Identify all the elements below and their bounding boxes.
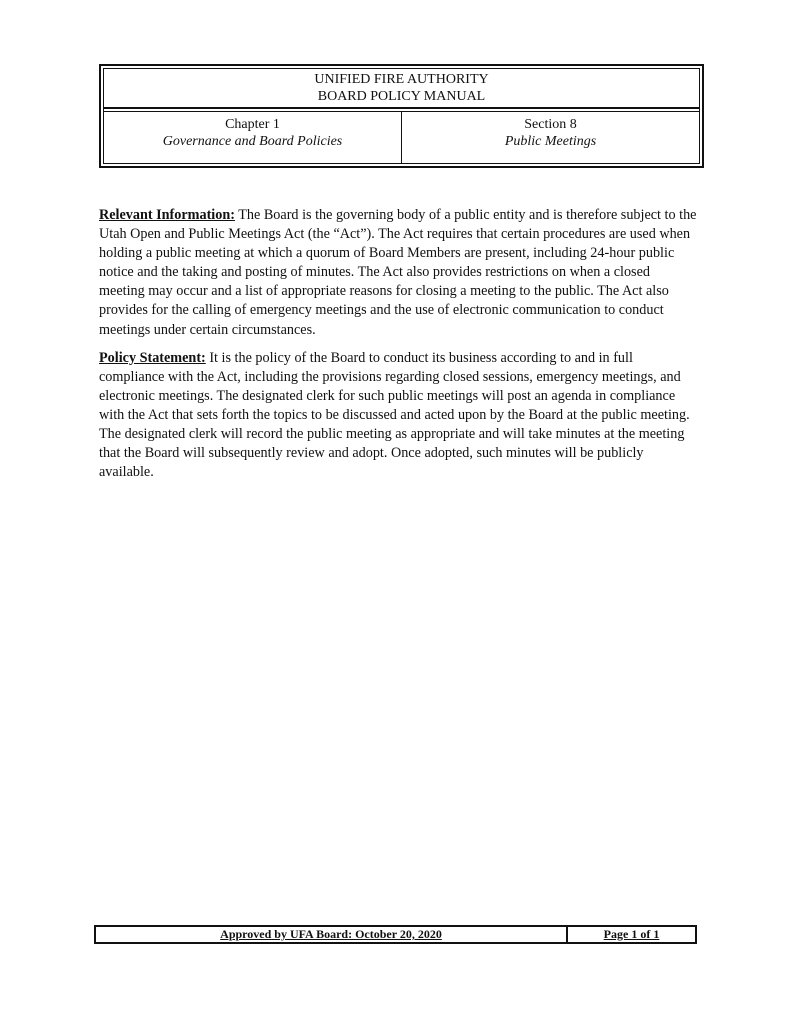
section-label: Section 8 [524,117,577,132]
chapter-label: Chapter 1 [225,117,280,132]
section-title: Public Meetings [504,134,597,149]
policy-statement-heading: Policy Statement: [99,349,206,366]
section-cell [402,112,699,163]
policy-statement-paragraph [99,349,699,483]
header-box [99,64,704,168]
relevant-information-heading: Relevant Information: [99,207,235,223]
relevant-information-text: The Board is the governing body of a public entity and is therefore subject to the Utah Open and Public Meetings Act (the “Act”). The Act requires that certain procedures are used when holding a public meeting at which a quorum of Board Members are present, including 24-hour public notice and the taking and posting of minutes. The Act also provides restrictions on when a closed meeting may occur and a list of appropriate reasons for closing a meeting to the public. The Act also provides for the calling of emergency meetings and the use of electronic communication to conduct meetings under certain circumstances. [99,207,697,338]
header-inner [103,68,700,164]
chapter-section-row [104,111,699,163]
footer-page-cell [568,927,695,942]
footer-approved-cell [96,927,568,942]
approval-date: Approved by UFA Board: October 20, 2020 [220,927,442,941]
policy-statement-text: It is the policy of the Board to conduct its business according to and in full compliance with the Act, including the provisions regarding closed sessions, emergency meetings, and electronic meetings. The designated clerk for such public meetings will post an agenda in compliance with the Act that sets forth the topics to be discussed and acted upon by the Board at the public meeting. The designated clerk will record the public meeting as appropriate and will take minutes at the meeting that the Board will subsequently review and adopt. Once adopted, such minutes will be publicly available. [99,349,690,481]
manual-name: BOARD POLICY MANUAL [317,89,486,104]
page-number: Page 1 of 1 [603,927,660,941]
chapter-cell [104,112,402,163]
chapter-title: Governance and Board Policies [162,134,343,149]
footer-box [94,925,697,944]
relevant-information-paragraph [99,206,699,340]
body-text [99,206,699,491]
org-name: UNIFIED FIRE AUTHORITY [314,72,489,87]
title-row [104,69,699,109]
